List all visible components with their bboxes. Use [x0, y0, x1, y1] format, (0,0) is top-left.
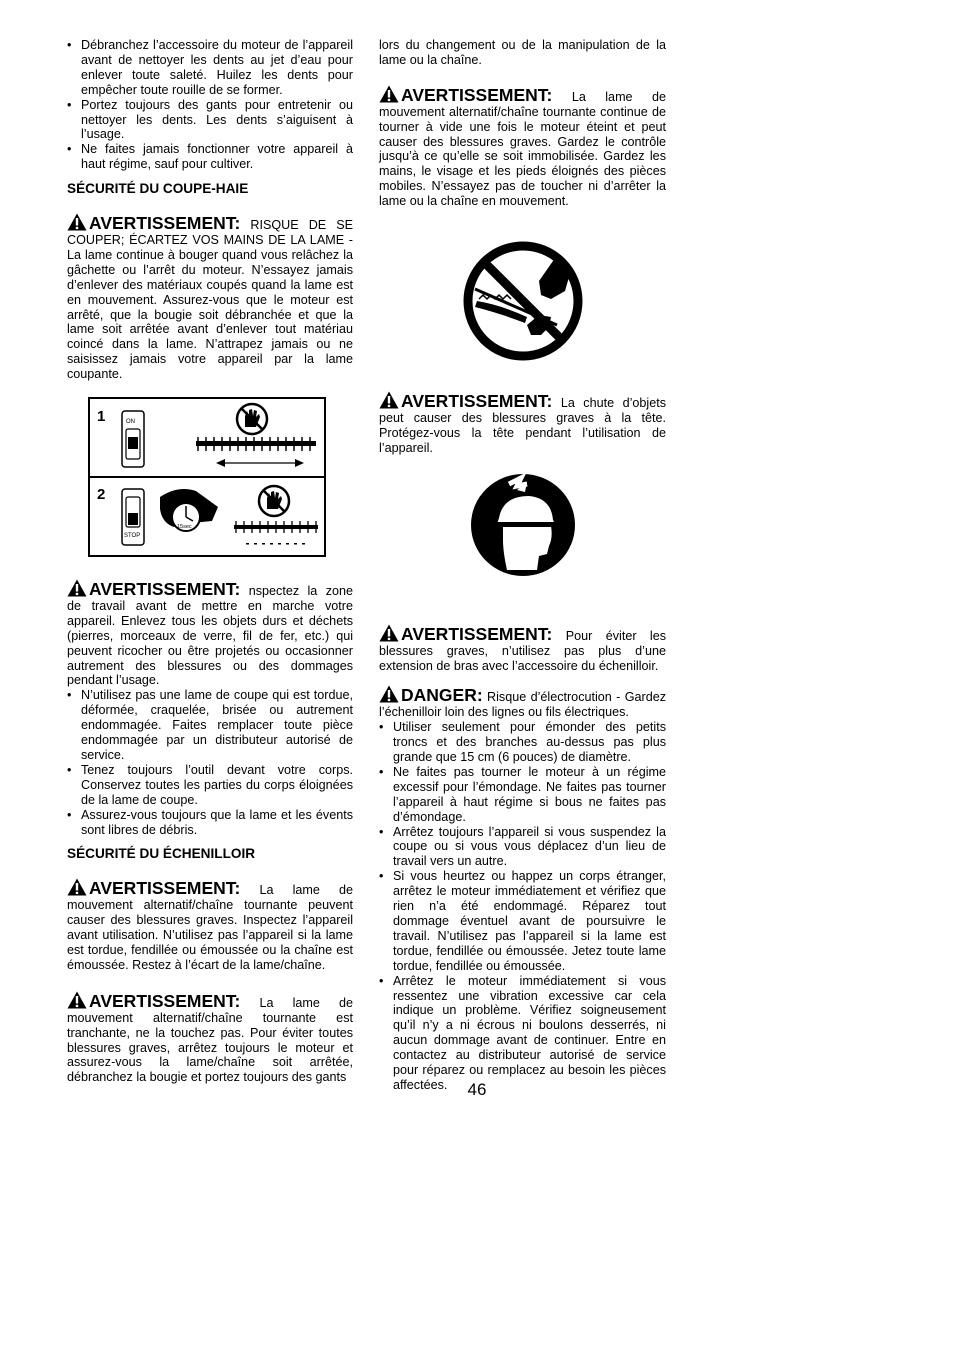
list-item: • N’utilisez pas une lame de coupe qui est tordue, déformée, craquelée, brisée ou autrement endommagée. Faites remplacer toute pièce endommagée par un distributeur autorisé de service.: [67, 688, 353, 763]
pruner-bullet-list: [379, 720, 666, 1093]
warning-label: AVERTISSEMENT:: [89, 579, 241, 600]
warning-label: AVERTISSEMENT:: [89, 990, 241, 1011]
stop-blade-illustration: [88, 397, 326, 557]
list-item: • Assurez-vous toujours que la lame et les évents sont libres de débris.: [67, 808, 353, 838]
blade-bullet-list: [67, 688, 353, 837]
section-title-pole-pruner: SÉCURITÉ DU ÉCHENILLOIR: [67, 846, 256, 862]
warning-paragraph: [67, 579, 353, 688]
list-item: • Ne faites jamais fonctionner votre appareil à haut régime, sauf pour cultiver.: [67, 142, 353, 172]
warning-label: AVERTISSEMENT:: [401, 391, 553, 412]
head-protection-pictogram: [379, 472, 666, 578]
danger-text: Risque d’électrocution - Gardez l’échenilloir loin des lignes ou fils électriques.: [379, 690, 666, 720]
warning-triangle-icon: [379, 624, 399, 642]
warning-triangle-icon: [67, 579, 87, 597]
warning-text: RISQUE DE SE COUPER; ÉCARTEZ VOS MAINS DE LA LAME - La lame continue à bouger quand vous relâchez la gâchette ou l’arrêt du moteur. N’essayez jamais d’enlever des matériaux coupés quand la lame est en mouvement. Assurez-vous que le moteur est arrêté, que la bougie soit débranchée et que la lame soit arrêtée avant d’enlever tout matériau coincé dans la lame. N’attrapez jamais ou ne saisissez jamais votre appareil par la lame coupante.: [67, 218, 354, 382]
list-item: • Utiliser seulement pour émonder des petits troncs et des branches au-dessus pas plus grande que 15 cm (6 pouces) de diamètre.: [379, 720, 666, 765]
list-item: • Arrêtez le moteur immédiatement si vous ressentez une vibration excessive car cela indique un problème. Vérifiez soigneusement qu’il n’y a ni écrous ni boulons desserrés, ni aucun dommage avant de continuer. Entre en contactez au distributeur autorisé de service pour réparez ou remplacez au besoin les pièces affectées.: [379, 974, 666, 1093]
left-column: [67, 38, 353, 1085]
warning-text: La lame de mouvement alternatif/chaîne tournante peuvent causer des blessures graves. Inspectez l’appareil avant utilisation. N’utilisez pas l’appareil si la lame est tordue, fendillée ou émoussée ou la chaîne est émoussée. Restez à l’écart de la lame/chaîne.: [67, 883, 353, 972]
warning-text: La lame de mouvement alternatif/chaîne tournante est tranchante, ne la touchez pas. Pour éviter toutes blessures graves, arrêtez toujours le moteur et assurez-vous la lame/chaîne soit arrêtée, débranchez la bougie et portez toujours des gants: [67, 995, 353, 1085]
warning-paragraph: [379, 391, 666, 456]
warning-paragraph: [379, 624, 666, 674]
hard-hat-head-icon: [469, 472, 577, 578]
warning-triangle-icon: [67, 213, 87, 231]
warning-text: nspectez la zone de travail avant de mettre en marche votre appareil. Enlevez tous les objets durs et déchets (pierres, morceaux de verre, fil de fer, etc.) qui peuvent ricocher ou être projetés ou occasionner autrement des blessures ou des dommages pendant l’usage.: [67, 584, 353, 688]
warning-triangle-icon: [67, 991, 87, 1009]
warning-triangle-icon: [67, 878, 87, 896]
warning-triangle-icon: [379, 685, 399, 703]
switch-stop-label: STOP: [124, 533, 141, 540]
prohibited-hand-blade-icon: [461, 239, 585, 363]
page-number-text: 46: [467, 1080, 487, 1099]
warning-paragraph: [67, 991, 353, 1085]
danger-paragraph: [379, 685, 666, 720]
right-column: [379, 38, 666, 1093]
continuation-text: lors du changement ou de la manipulation de la lame ou la chaîne.: [379, 38, 666, 67]
warning-paragraph: [67, 878, 353, 972]
warning-triangle-icon: [379, 85, 399, 103]
timer-label: 15sec: [177, 524, 192, 531]
warning-paragraph: [67, 213, 353, 382]
list-item: • Portez toujours des gants pour entretenir ou nettoyer les dents. Les dents s’aiguisent à l’usage.: [67, 98, 353, 143]
page-number: [0, 1080, 954, 1100]
warning-text: La chute d’objets peut causer des blessures graves à la tête. Protégez-vous la tête pendant l’utilisation de l’appareil.: [379, 396, 666, 455]
warning-text: Pour éviter les blessures graves, n’utilisez pas plus d’une extension de bras avec l’accessoire du échenilloir.: [379, 628, 667, 673]
list-item: • Tenez toujours l’outil devant votre corps. Conservez toutes les parties du corps éloignées de la lame de coupe.: [67, 763, 353, 808]
warning-triangle-icon: [379, 391, 399, 409]
list-item: • Si vous heurtez ou happez un corps étranger, arrêtez le moteur immédiatement et vérifiez que rien n’a été endommagé. Réparez tout dommage éventuel avant de poursuivre le travail. N’utilisez pas l’appareil si la lame est tordue, fendillée ou émoussée. Jetez toute lame tordue, fendillée ou émoussée.: [379, 869, 666, 973]
section-title-hedge-trimmer: SÉCURITÉ DU COUPE-HAIE: [67, 181, 249, 197]
warning-label: AVERTISSEMENT:: [401, 623, 553, 644]
switch-on-label: ON: [126, 419, 135, 426]
warning-label: AVERTISSEMENT:: [401, 84, 553, 105]
danger-label: DANGER:: [401, 685, 483, 706]
warning-text: La lame de mouvement alternatif/chaîne tournante continue de tourner à vide une fois le moteur éteint et peut causer des blessures graves. Gardez le contrôle jusqu’à ce qu’elle se soit immobilisée. Gardez les mains, le visage et les pieds éloignés des pièces mobiles. N’essayez pas de toucher ni d’arrêter la lame ou la chaîne en mouvement.: [379, 89, 667, 209]
list-item: • Arrêtez toujours l’appareil si vous suspendez la coupe ou si vous vous déplacez d’un lieu de travail vers un autre.: [379, 825, 666, 870]
warning-label: AVERTISSEMENT:: [89, 213, 241, 234]
hedge-trimmer-figure: [88, 397, 326, 557]
no-touch-blade-pictogram: [379, 239, 666, 363]
list-item: • Débranchez l’accessoire du moteur de l’appareil avant de nettoyer les dents au jet d’eau pour enlever toute saleté. Huilez les dents pour empêcher toute rouille de se former.: [67, 38, 353, 98]
panel-number-1: 1: [97, 408, 106, 426]
intro-bullet-list: [67, 38, 353, 172]
warning-paragraph: [379, 85, 666, 209]
warning-label: AVERTISSEMENT:: [89, 878, 241, 899]
list-item: • Ne faites pas tourner le moteur à un régime excessif pour l’émondage. Ne faites pas tourner l’appareil à haut régime si bous ne faites pas d’émondage.: [379, 765, 666, 825]
panel-number-2: 2: [97, 486, 106, 504]
